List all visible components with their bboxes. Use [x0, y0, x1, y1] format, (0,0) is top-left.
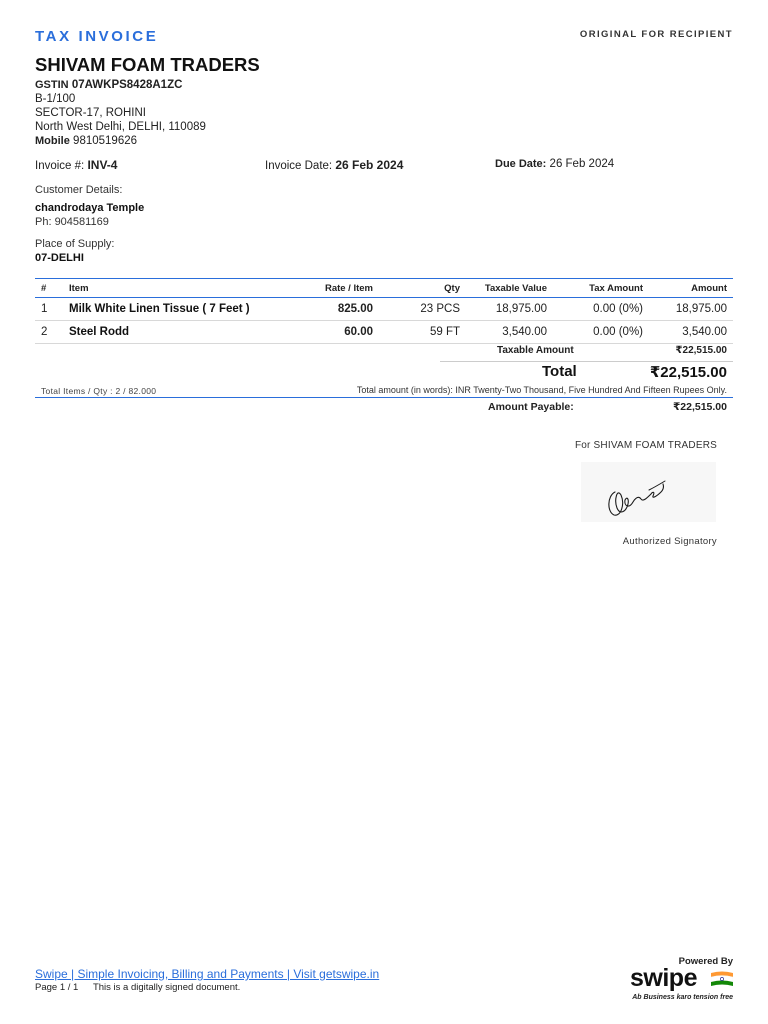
invoice-date [265, 158, 403, 172]
swipe-logo-text: swipe [630, 964, 697, 992]
powered-by-label: Powered By [678, 956, 733, 967]
seller-address-line1: B-1/100 [35, 93, 76, 105]
customer-details-label: Customer Details: [35, 184, 123, 196]
items-table [35, 278, 733, 344]
signature-mark [581, 462, 716, 522]
col-header-tax-amount: Tax Amount [553, 279, 649, 298]
invoice-number [35, 158, 117, 172]
row-amount: 3,540.00 [649, 321, 733, 344]
invoice-type-title: TAX INVOICE [35, 28, 159, 45]
seller-mobile-line [35, 134, 206, 148]
table-header-row [35, 279, 733, 298]
india-flag-icon [711, 971, 733, 988]
mobile-label: Mobile [35, 135, 70, 147]
invoice-number-label: Invoice #: [35, 160, 85, 172]
signature-box [581, 462, 716, 522]
row-amount: 18,975.00 [649, 298, 733, 321]
col-header-item: Item [63, 279, 303, 298]
swipe-tagline: Ab Business karo tension free [632, 994, 733, 1001]
row-tax-amount: 0.00 (0%) [553, 298, 649, 321]
place-of-supply: 07-DELHI [35, 252, 84, 264]
total-label: Total [542, 363, 577, 380]
col-header-rate: Rate / Item [303, 279, 379, 298]
seller-gstin-line [35, 78, 206, 92]
customer-details [35, 183, 144, 265]
due-date-value: 26 Feb 2024 [549, 158, 615, 170]
col-header-qty: Qty [379, 279, 466, 298]
mobile-value: 9810519626 [73, 135, 138, 147]
seller-name: SHIVAM FOAM TRADERS [35, 54, 260, 75]
invoice-date-label: Invoice Date: [265, 160, 333, 172]
row-item: Milk White Linen Tissue ( 7 Feet ) [63, 298, 303, 321]
gstin-value: 07AWKPS8428A1ZC [71, 79, 183, 91]
total-divider [440, 361, 733, 362]
payable-divider [35, 397, 733, 398]
page-number: Page 1 / 1 [35, 982, 79, 993]
amount-payable-label: Amount Payable: [488, 401, 574, 413]
taxable-amount-label: Taxable Amount [497, 345, 574, 356]
digital-sign-note: This is a digitally signed document. [92, 982, 241, 993]
invoice-number-value: INV-4 [87, 158, 118, 172]
authorized-signatory: Authorized Signatory [622, 536, 717, 547]
row-qty: 23 PCS [379, 298, 466, 321]
row-rate: 60.00 [303, 321, 379, 344]
seller-details [35, 78, 206, 148]
total-items-qty: Total Items / Qty : 2 / 82.000 [41, 386, 157, 396]
amount-payable-value: ₹22,515.00 [672, 401, 727, 413]
for-company-label: For SHIVAM FOAM TRADERS [574, 440, 717, 451]
total-value: ₹22,515.00 [649, 364, 727, 381]
customer-name: chandrodaya Temple [35, 202, 145, 214]
page-footer [35, 982, 240, 993]
place-of-supply-label: Place of Supply: [35, 238, 115, 250]
row-item: Steel Rodd [63, 321, 303, 344]
due-date-label: Due Date: [495, 158, 547, 170]
swipe-website-link[interactable]: Swipe | Simple Invoicing, Billing and Payments | Visit getswipe.in [35, 967, 380, 981]
table-row [35, 298, 733, 321]
row-tax-amount: 0.00 (0%) [553, 321, 649, 344]
due-date [495, 158, 614, 170]
seller-address-line2: SECTOR-17, ROHINI [35, 107, 146, 119]
invoice-date-value: 26 Feb 2024 [335, 158, 404, 172]
seller-address-line3: North West Delhi, DELHI, 110089 [35, 121, 206, 133]
col-header-index: # [35, 279, 63, 298]
row-taxable-value: 3,540.00 [466, 321, 553, 344]
col-header-amount: Amount [649, 279, 733, 298]
taxable-amount-value: ₹22,515.00 [675, 345, 727, 356]
row-rate: 825.00 [303, 298, 379, 321]
col-header-taxable-value: Taxable Value [466, 279, 553, 298]
row-index: 1 [35, 298, 63, 321]
row-taxable-value: 18,975.00 [466, 298, 553, 321]
row-index: 2 [35, 321, 63, 344]
gstin-label: GSTIN [35, 79, 69, 91]
copy-label: ORIGINAL FOR RECIPIENT [579, 29, 733, 40]
customer-phone: Ph: 904581169 [35, 216, 109, 228]
amount-in-words: Total amount (in words): INR Twenty-Two Thousand, Five Hundred And Fifteen Rupees Only. [356, 385, 727, 395]
row-qty: 59 FT [379, 321, 466, 344]
table-row [35, 321, 733, 344]
